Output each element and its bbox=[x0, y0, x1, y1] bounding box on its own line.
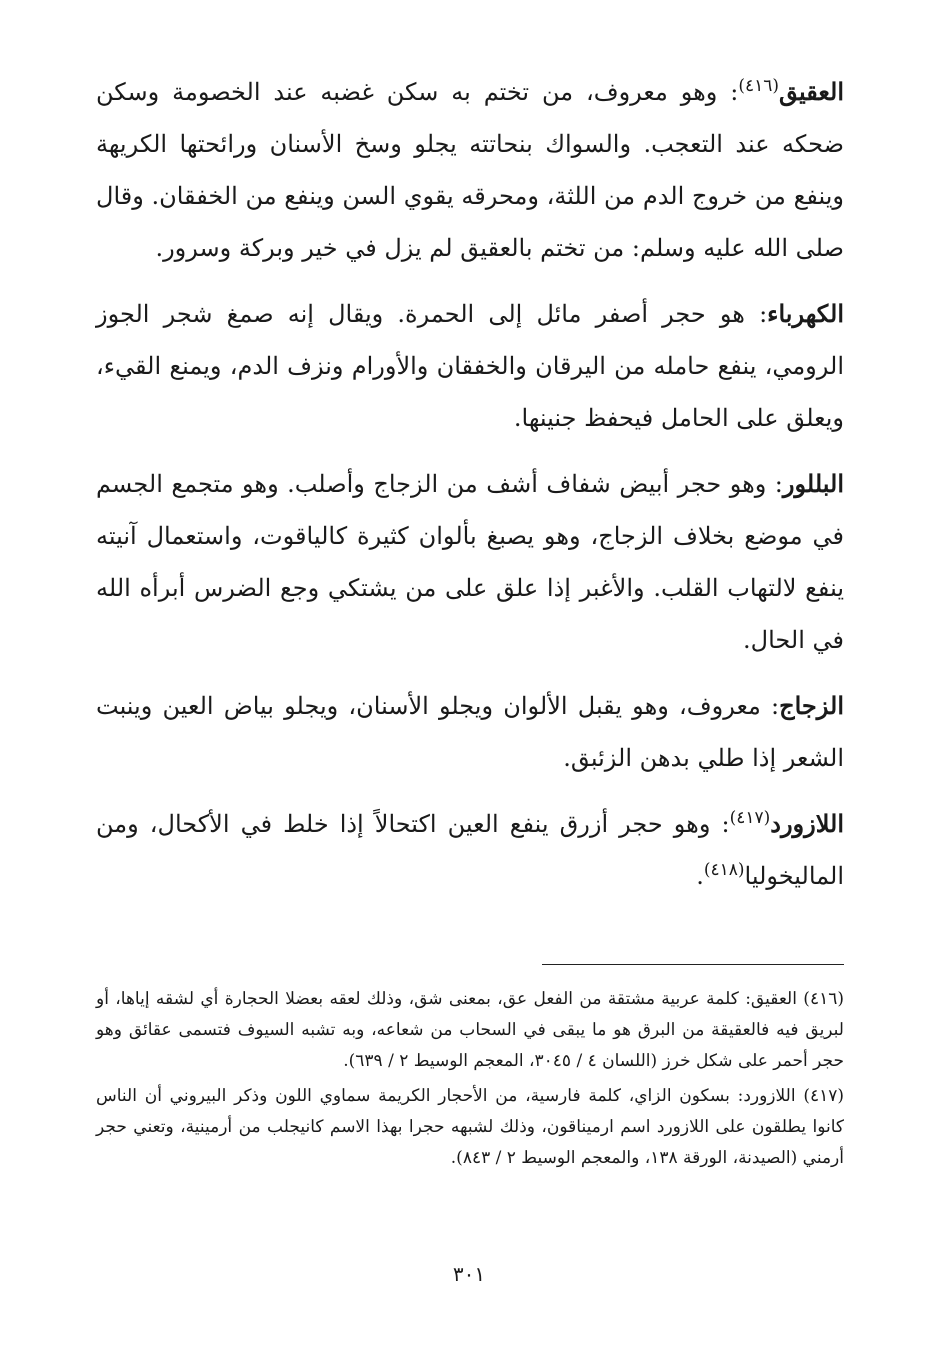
main-text bbox=[96, 66, 844, 902]
entry-text: : معروف، وهو يقبل الألوان ويجلو الأسنان، ويجلو بياض العين وينبت الشعر إذا طلي بدهن الزئبق. bbox=[96, 692, 844, 772]
footnote-ref[interactable]: (٤١٦) bbox=[738, 76, 780, 96]
entry-term: البللور bbox=[782, 469, 844, 498]
footnote-ref[interactable]: (٤١٨) bbox=[703, 860, 745, 880]
entry-term: الزجاج bbox=[779, 691, 844, 720]
entry-text: : وهو حجر أزرق ينفع العين اكتحالاً إذا خلط في الأكحال، ومن الماليخوليا bbox=[96, 810, 844, 890]
entry-tail: . bbox=[696, 862, 704, 890]
entry-kahraba bbox=[96, 288, 844, 444]
entry-text: : وهو حجر أبيض شفاف أشف من الزجاج وأصلب. وهو متجمع الجسم في موضع بخلاف الزجاج، وهو يصبغ بألوان كثيرة كالياقوت، واستعمال آنيته ينفع لالتهاب القلب. والأغبر إذا علق على من يشتكي وجع الضرس أبرأه الله في الحال. bbox=[96, 470, 844, 654]
entry-term: الكهرباء bbox=[767, 299, 844, 328]
footnote-416: (٤١٦) العقيق: كلمة عربية مشتقة من الفعل عق، بمعنى شق، وذلك لعقه بعضلا الحجارة أي لشقه إياها، أو لبريق فيه فالعقيقة من البرق هو ما يبقى في السحاب من شعاعه، وبه تشبه السيوف فتسمى عقائق وهو حجر أحمر على شكل خرز (اللسان ٤ / ٣٠٤٥، المعجم الوسيط ٢ / ٦٣٩). bbox=[96, 989, 844, 1071]
entry-text: : هو حجر أصفر مائل إلى الحمرة. ويقال إنه صمغ شجر الجوز الرومي، ينفع حامله من اليرقان والخفقان والأورام ونزف الدم، ويمنع القيء، ويعلق على الحامل فيحفظ جنينها. bbox=[96, 300, 844, 432]
entry-text: : وهو معروف، من تختم به سكن غضبه عند الخصومة وسكن ضحكه عند التعجب. والسواك بنحاتته يجلو وسخ الأسنان ورائحتها الكريهة وينفع من خروج الدم من اللثة، ومحرقه يقوي السن وينفع من الخفقان. وقال صلى الله عليه وسلم: من تختم بالعقيق لم يزل في خير وبركة وسرور. bbox=[96, 78, 844, 262]
footnote-417: (٤١٧) اللازورد: بسكون الزاي، كلمة فارسية، من الأحجار الكريمة سماوي اللون وذكر البيروني أن الناس كانوا يطلقون على اللازورد اسم ارميناقون، وذلك لشبهه حجرا بهذا الاسم كانيجلب من أرمينية، وتعني حجر أرمني (الصيدنة، الورقة ١٣٨، والمعجم الوسيط ٢ / ٨٤٣). bbox=[96, 1086, 845, 1168]
entry-billawr bbox=[96, 458, 844, 666]
entry-lazward bbox=[96, 798, 844, 902]
entry-zujaj bbox=[96, 680, 844, 784]
entry-term: اللازورد bbox=[770, 809, 845, 838]
entry-term: العقيق bbox=[779, 77, 844, 106]
footnotes bbox=[96, 984, 844, 1174]
footnote-ref[interactable]: (٤١٧) bbox=[729, 808, 771, 828]
page-number: ٣٠١ bbox=[452, 1262, 486, 1286]
footnote-divider bbox=[542, 964, 844, 965]
entry-aqiq bbox=[96, 66, 844, 274]
